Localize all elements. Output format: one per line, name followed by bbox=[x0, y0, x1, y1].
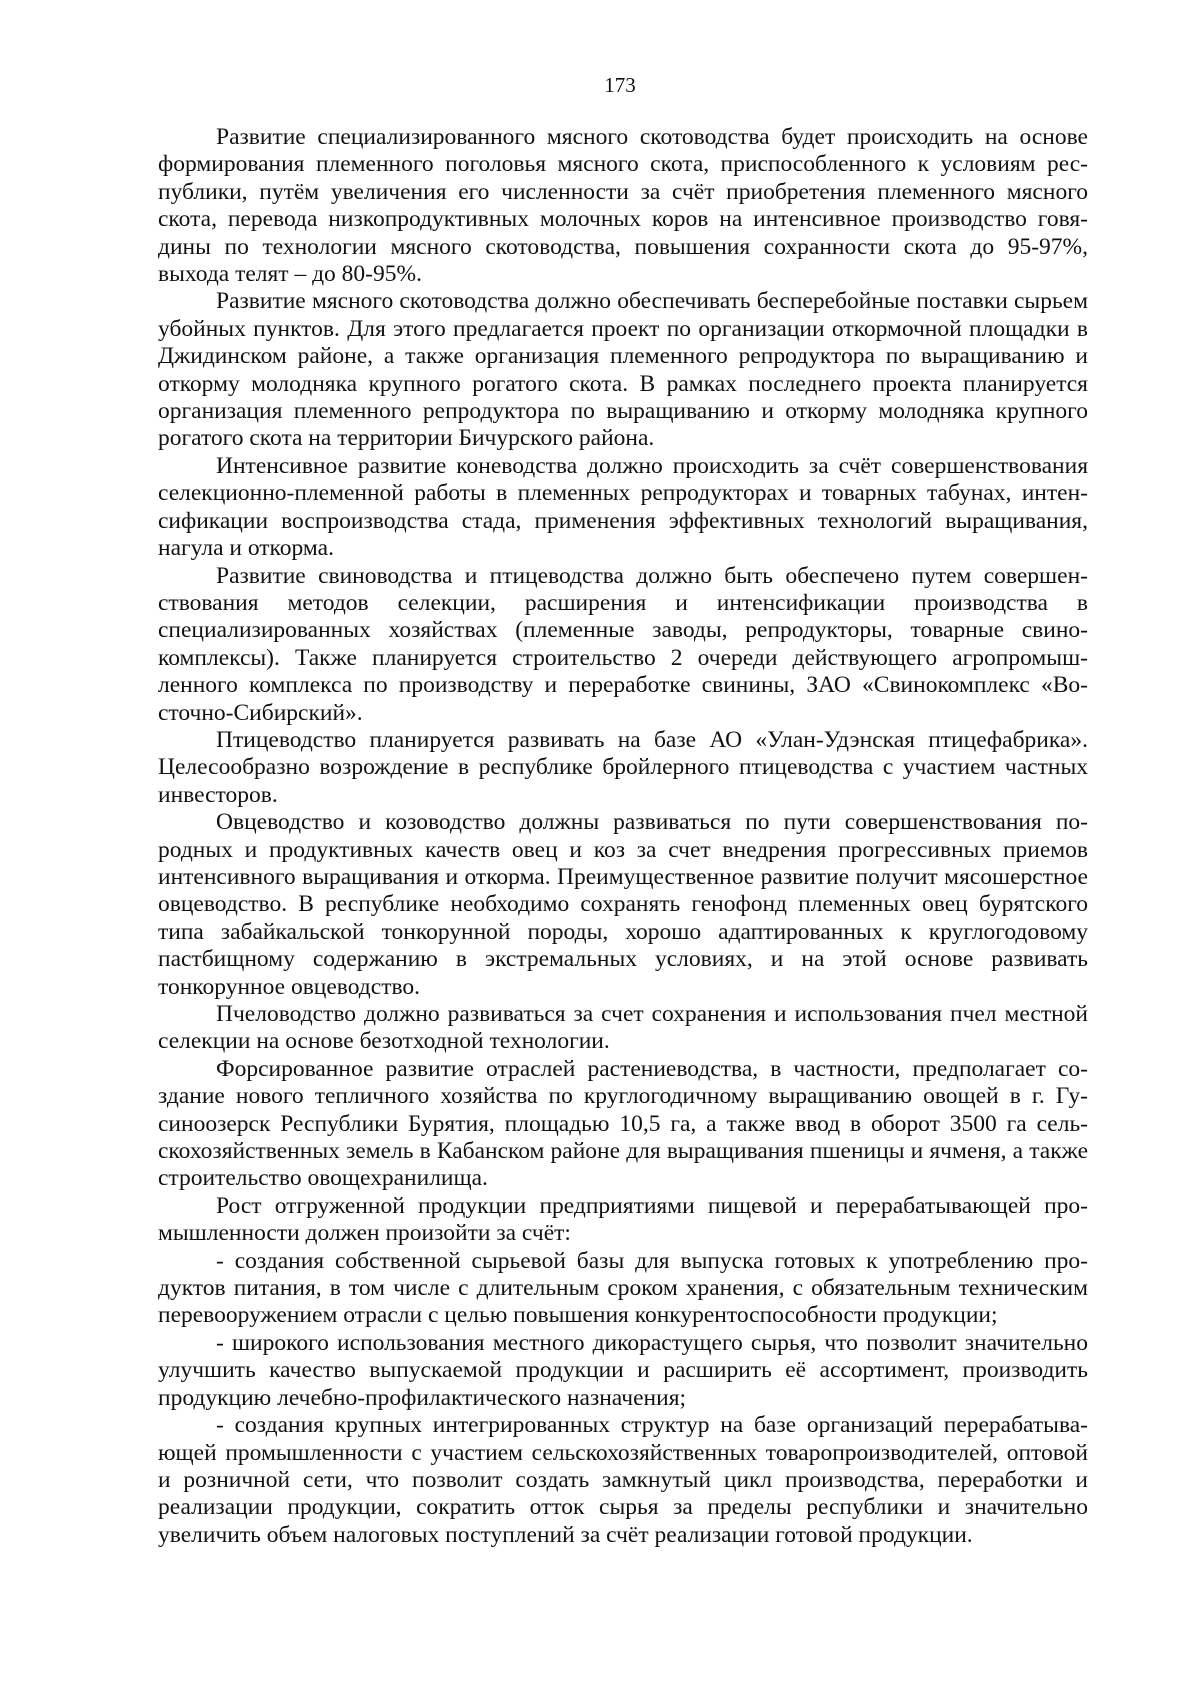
paragraph-sheep-goat: Овцеводство и козоводство должны развиваться по пути совершенствования породных и продуктивных качеств овец и коз за счет внедрения прогрессивных приемов интенсивного выращивания и откорма. Преимущественное развитие получит мясошерстное овцеводство. В республике необходимо сохранять генофонд племенных овец бурятского типа забайкальской тонкорунной породы, хорошо адаптированных к круглогодовому пастбищному содержанию в экстремальных условиях, и на этой основе развивать тонкорунное овцеводство. bbox=[158, 809, 1088, 1000]
paragraph-beekeeping: Пчеловодство должно развиваться за счет сохранения и использования пчел местной селекции на основе безотходной технологии. bbox=[158, 1001, 1088, 1055]
paragraph-poultry: Птицеводство планируется развивать на базе АО «Улан-Удэнская птицефабрика». Целесообразно возрождение в республике бройлерного птицеводства с участием частных инвесторов. bbox=[158, 726, 1088, 808]
paragraph-horse-breeding: Интенсивное развитие коневодства должно происходить за счёт совершенствования селекционно-племенной работы в племенных репродукторах и товарных табунах, интенсификации воспроизводства стада, применения эффективных технологий выращивания, нагула и откорма. bbox=[158, 452, 1088, 562]
paragraph-meat-supply: Развитие мясного скотоводства должно обеспечивать бесперебойные поставки сырьем убойных пунктов. Для этого предлагается проект по организации откормочной площадки в Джидинском районе, а также организация племенного репродуктора по выращиванию и откорму молодняка крупного рогатого скота. В рамках последнего проекта планируется организация племенного репродуктора по выращиванию и откорму молодняка крупного рогатого скота на территории Бичурского района. bbox=[158, 288, 1088, 452]
list-item-wild-raw-materials: - широкого использования местного дикорастущего сырья, что позволит значительно улучшить качество выпускаемой продукции и расширить её ассортимент, производить продукцию лечебно-профилактического назначения; bbox=[158, 1329, 1088, 1411]
document-body bbox=[158, 124, 1088, 1549]
page-number: 173 bbox=[604, 73, 636, 97]
paragraph-crop-production: Форсированное развитие отраслей растениеводства, в частности, предполагает создание нового тепличного хозяйства по круглогодичному выращиванию овощей в г. Гусиноозерск Республики Бурятия, площадью 10,5 га, а также ввод в оборот 3500 га сельскохозяйственных земель в Кабанском районе для выращивания пшеницы и ячменя, а также строительство овощехранилища. bbox=[158, 1055, 1088, 1192]
paragraph-meat-cattle: Развитие специализированного мясного скотоводства будет происходить на основе формирования племенного поголовья мясного скота, приспособленного к условиям республики, путём увеличения его численности за счёт приобретения племенного мясного скота, перевода низкопродуктивных молочных коров на интенсивное производство говядины по технологии мясного скотоводства, повышения сохранности скота до 95-97%, выхода телят – до 80-95%. bbox=[158, 124, 1088, 288]
paragraph-food-industry: Рост отгруженной продукции предприятиями пищевой и перерабатывающей промышленности должен произойти за счёт: bbox=[158, 1192, 1088, 1247]
list-item-raw-material-base: - создания собственной сырьевой базы для выпуска готовых к употреблению продуктов питания, в том числе с длительным сроком хранения, с обязательным техническим перевооружением отрасли с целью повышения конкурентоспособности продукции; bbox=[158, 1247, 1088, 1329]
paragraph-pig-poultry: Развитие свиноводства и птицеводства должно быть обеспечено путем совершенствования методов селекции, расширения и интенсификации производства в специализированных хозяйствах (племенные заводы, репродукторы, товарные свинокомплексы). Также планируется строительство 2 очереди действующего агропромышленного комплекса по производству и переработке свинины, ЗАО «Свинокомплекс «Восточно-Сибирский». bbox=[158, 562, 1088, 726]
list-item-integrated-structures: - создания крупных интегрированных структур на базе организаций перерабатывающей промышленности с участием сельскохозяйственных товаропроизводителей, оптовой и розничной сети, что позволит создать замкнутый цикл производства, переработки и реализации продукции, сократить отток сырья за пределы республики и значительно увеличить объем налоговых поступлений за счёт реализации готовой продукции. bbox=[158, 1412, 1088, 1548]
